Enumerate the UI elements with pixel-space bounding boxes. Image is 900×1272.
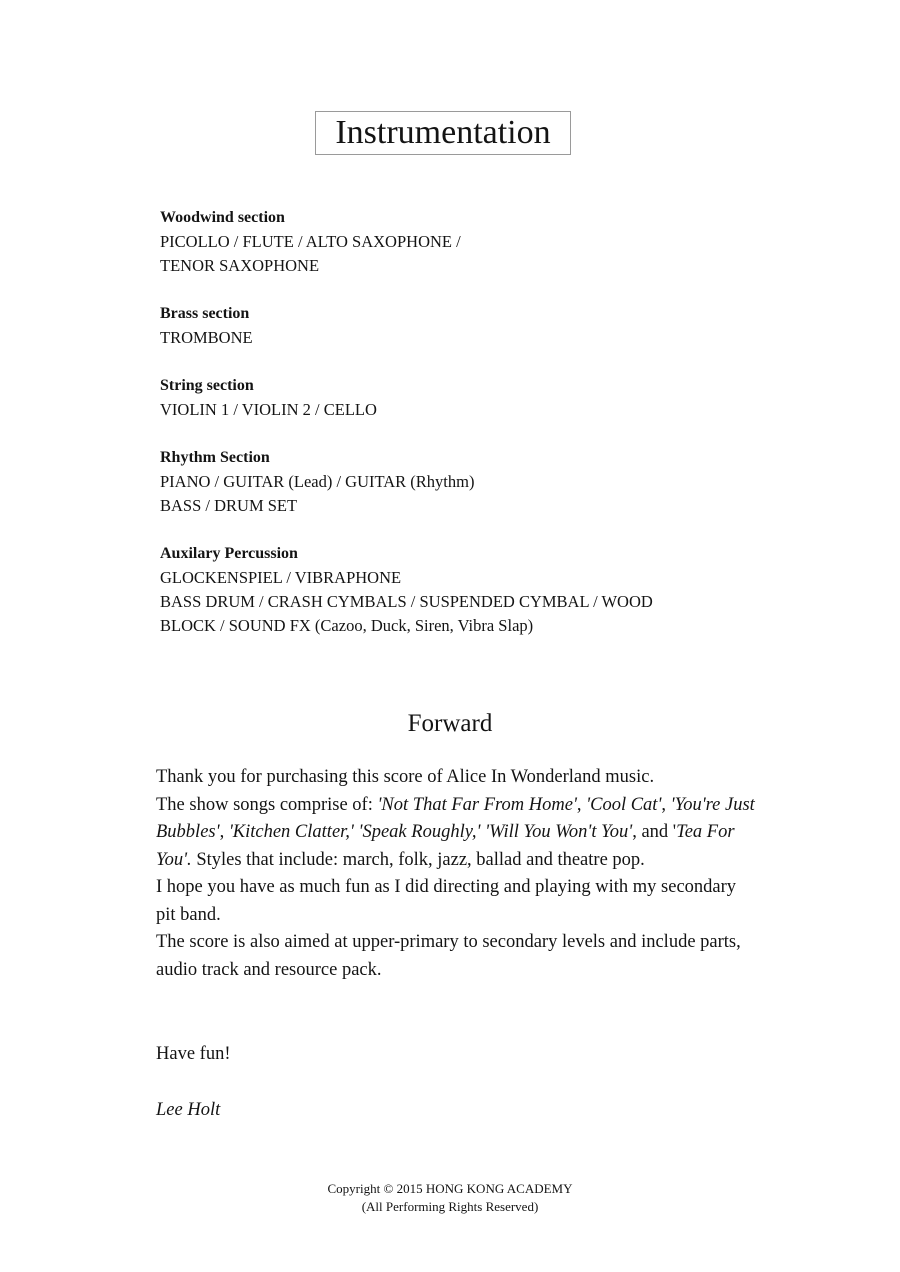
separator: , (219, 822, 229, 842)
signoff: Have fun! (156, 1044, 231, 1064)
section-line: BLOCK / SOUND FX (Cazoo, Duck, Siren, Vibra Slap) (160, 616, 534, 635)
song-title: 'Speak Roughly,' (358, 822, 481, 842)
auxiliary-percussion-section (160, 542, 760, 638)
rights-line: (All Performing Rights Reserved) (361, 1199, 539, 1214)
forward-body (156, 764, 756, 984)
song-title: 'You're Just Bubbles' (156, 794, 755, 842)
separator: , (576, 794, 587, 815)
forward-heading: Forward (407, 710, 493, 737)
forward-paragraph: Thank you for purchasing this score of Alice In Wonderland music. (156, 767, 655, 787)
forward-paragraph: The score is also aimed at upper-primary to secondary levels and include parts, audio track and resource pack. (156, 932, 741, 980)
section-line: GLOCKENSPIEL / VIBRAPHONE (160, 568, 402, 587)
brass-section (160, 302, 760, 350)
copyright-notice (0, 1180, 900, 1216)
string-section (160, 374, 760, 422)
section-line: BASS / DRUM SET (160, 496, 298, 515)
section-heading: Rhythm Section (160, 449, 270, 466)
section-heading: String section (160, 377, 254, 394)
songs-intro: The show songs comprise of: (156, 794, 378, 815)
song-title: 'Cool Cat' (586, 794, 662, 815)
section-heading: Brass section (160, 305, 250, 322)
section-line: TENOR SAXOPHONE (160, 256, 320, 275)
forward-paragraph: I hope you have as much fun as I did directing and playing with my secondary pit band. (156, 877, 737, 925)
section-heading: Auxilary Percussion (160, 545, 298, 562)
song-title: 'Kitchen Clatter,' (228, 822, 354, 842)
forward-paragraph-songs (156, 792, 756, 875)
author-signature: Lee Holt (156, 1100, 221, 1120)
styles-text: Styles that include: march, folk, jazz, ballad and theatre pop. (191, 849, 645, 870)
rhythm-section (160, 446, 760, 518)
section-line: VIOLIN 1 / VIOLIN 2 / CELLO (160, 400, 377, 419)
woodwind-section (160, 206, 760, 278)
separator: , (661, 794, 671, 815)
song-title: 'Will You Won't You' (485, 822, 633, 842)
song-title: Tea For You'. (156, 822, 735, 870)
separator: , and ' (632, 822, 677, 842)
instrumentation-list (160, 206, 760, 662)
section-line: PICOLLO / FLUTE / ALTO SAXOPHONE / (160, 232, 461, 251)
page-title: Instrumentation (315, 111, 571, 155)
song-title: 'Not That Far From Home' (377, 794, 577, 815)
section-heading: Woodwind section (160, 209, 285, 226)
section-line: PIANO / GUITAR (Lead) / GUITAR (Rhythm) (160, 472, 475, 491)
section-line: BASS DRUM / CRASH CYMBALS / SUSPENDED CYMBAL / WOOD (160, 592, 653, 611)
copyright-line: Copyright © 2015 HONG KONG ACADEMY (327, 1181, 573, 1196)
section-line: TROMBONE (160, 328, 253, 347)
